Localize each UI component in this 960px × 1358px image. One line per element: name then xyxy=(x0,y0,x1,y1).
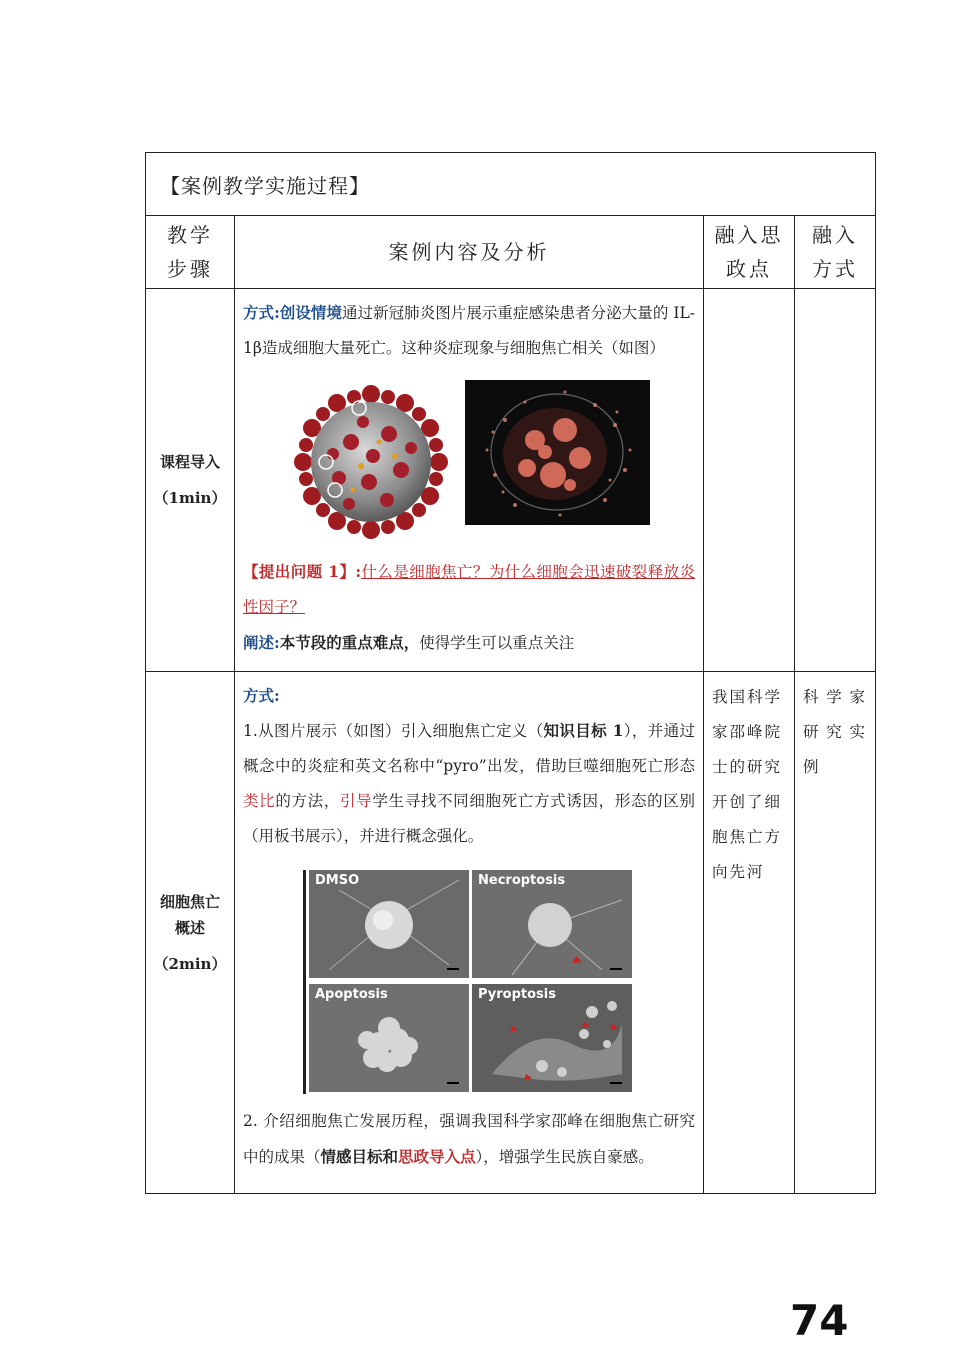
explain-text: 本节段的重点难点， xyxy=(279,633,420,652)
header-method: 融入方式 xyxy=(795,216,876,289)
explain-paragraph xyxy=(243,625,695,661)
intro-text: 通过新冠肺炎图片展示重症感染患者分泌大量的 IL-1β造成细胞大量死亡。这种炎症现象与细胞焦亡相关（如图） xyxy=(243,304,695,357)
step-name: 课程导入 xyxy=(159,453,220,471)
panel-label: Pyroptosis xyxy=(478,987,556,1002)
p2-text-b: ），增强学生民族自豪感。 xyxy=(475,1148,654,1166)
header-step: 教学步骤 xyxy=(146,216,235,289)
scale-bar xyxy=(610,1082,622,1084)
paragraph-1 xyxy=(243,713,695,854)
explain-label: 阐述: xyxy=(243,633,280,652)
page-number: 74 xyxy=(790,1296,849,1345)
paragraph-2 xyxy=(243,1104,695,1175)
ideology-entry: 思政导入点 xyxy=(398,1147,476,1166)
p1-text-d: 学生寻找不同细胞死亡方式诱因，形态的区别（用板书展示），并进行概念强化。 xyxy=(243,792,695,845)
intro-paragraph xyxy=(243,295,695,366)
step-cell-intro xyxy=(146,289,235,672)
scale-bar xyxy=(610,968,622,970)
step-time: （1min） xyxy=(153,489,227,507)
panel-label: DMSO xyxy=(315,873,360,888)
step-cell-overview xyxy=(146,672,235,1194)
method-label: 方式: xyxy=(243,303,280,322)
knowledge-goal: 知识目标 1 xyxy=(543,721,624,740)
ideology-cell-overview: 我国科学家邵峰院士的研究开创了细胞焦亡方向先河 xyxy=(704,672,795,1194)
teaching-process-table xyxy=(145,152,876,1194)
pyroptosis-cell-image xyxy=(465,380,650,525)
scale-bar xyxy=(447,1082,459,1084)
question-text: 什么是细胞焦亡？为什么细胞会迅速破裂释放炎性因子？ xyxy=(243,563,695,616)
cell-death-micrographs xyxy=(303,870,636,1094)
step-time: （2min） xyxy=(153,954,227,973)
header-content: 案例内容及分析 xyxy=(235,216,704,289)
coronavirus-image xyxy=(291,382,451,542)
micrograph-panel xyxy=(309,984,469,1092)
analogy-keyword: 类比 xyxy=(243,792,276,810)
method-label: 方式: xyxy=(243,686,280,705)
explain-rest: 使得学生可以重点关注 xyxy=(419,634,575,652)
panel-label: Apoptosis xyxy=(315,987,388,1002)
p2-text-a: 2. 介绍细胞焦亡发展历程，强调我国科学家邵峰在细胞焦亡研究中的成果（ xyxy=(243,1112,695,1166)
method-cell-intro xyxy=(795,289,876,672)
guide-keyword: 引导 xyxy=(340,792,373,810)
micrograph-panel xyxy=(472,870,632,978)
step-name: 细胞焦亡概述 xyxy=(159,892,220,937)
scale-bar xyxy=(447,968,459,970)
content-cell-overview xyxy=(235,672,704,1194)
method-key: 创设情境 xyxy=(279,303,343,322)
ideology-cell-intro xyxy=(704,289,795,672)
method-cell-overview: 科学家研究实例 xyxy=(795,672,876,1194)
question-paragraph xyxy=(243,554,695,625)
emotion-goal: 情感目标和 xyxy=(320,1147,399,1166)
header-ideology: 融入思政点 xyxy=(704,216,795,289)
p1-text-a: 1.从图片展示（如图）引入细胞焦亡定义（ xyxy=(243,722,544,740)
p1-text-c: 的方法， xyxy=(275,792,341,810)
p1-text-b: ），并通过概念中的炎症和英文名称中“pyro”出发，借助巨噬细胞死亡形态 xyxy=(243,722,695,775)
panel-label: Necroptosis xyxy=(478,873,566,888)
micrograph-panel xyxy=(309,870,469,978)
section-title: 【案例教学实施过程】 xyxy=(146,153,876,216)
micrograph-panel xyxy=(472,984,632,1092)
question-label: 【提出问题 1】: xyxy=(243,562,362,581)
intro-images xyxy=(243,380,695,542)
content-cell-intro xyxy=(235,289,704,672)
